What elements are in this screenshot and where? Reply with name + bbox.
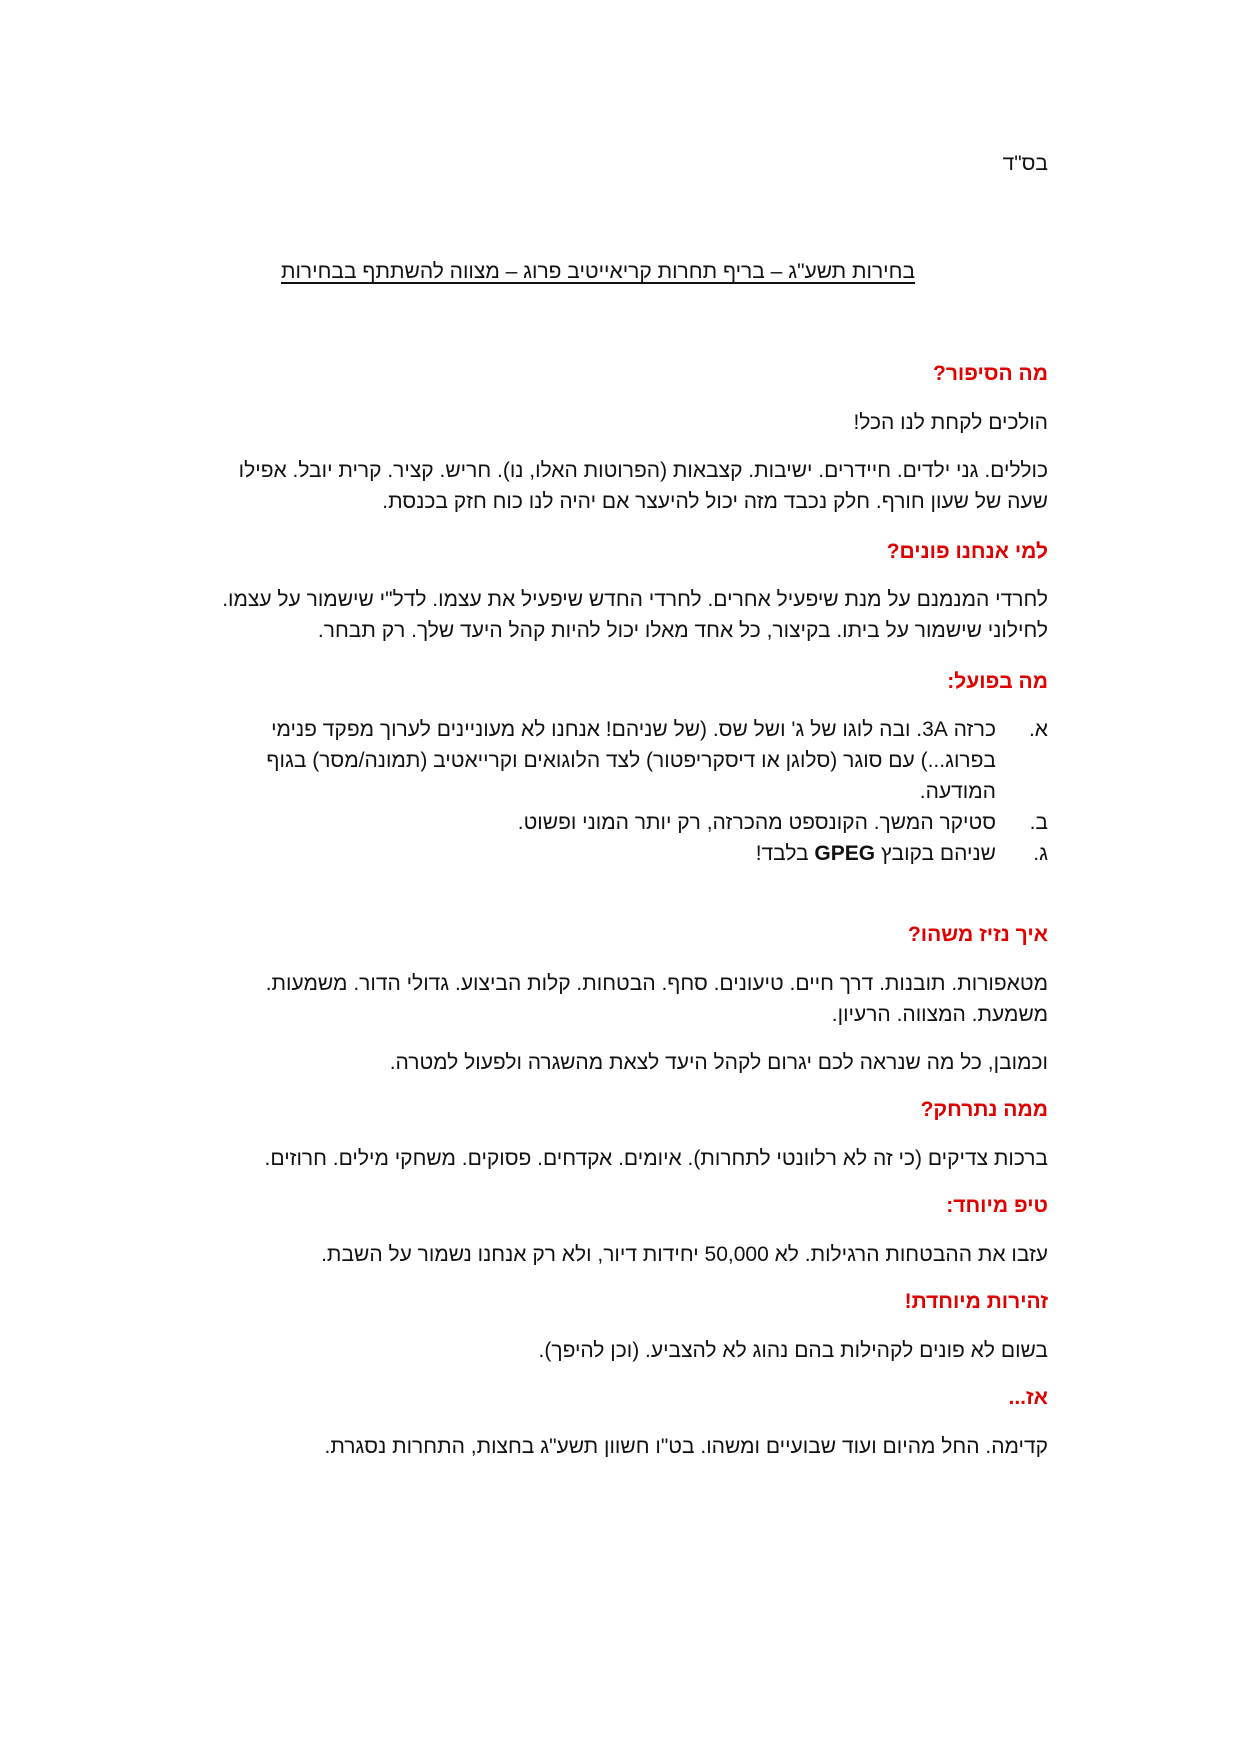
- caution-paragraph: בשום לא פונים לקהילות בהם נהוג לא להצביע. (וכן להיפך).: [538, 1339, 1048, 1362]
- story-paragraph-1: הולכים לקחת לנו הכל!: [853, 411, 1048, 434]
- list-marker: ג.: [1033, 842, 1048, 865]
- list-marker: ב.: [1029, 811, 1048, 834]
- heading-story: מה הסיפור?: [933, 362, 1048, 385]
- list-item-text-line-2: בפרוג...) עם סוגר (סלוגן או דיסקריפטור) לצד הלוגואים וקרייאטיב (תמונה/מסר) בגוף: [266, 749, 996, 772]
- audience-paragraph-line-2: לחילוני שישמור על ביתו. בקיצור, כל אחד מאלו יכול להיות קהל היעד שלך. רק תבחר.: [317, 619, 1048, 642]
- heading-move: איך נזיז משהו?: [907, 923, 1048, 946]
- heading-audience: למי אנחנו פונים?: [886, 540, 1048, 563]
- list-item: [256, 807, 1048, 838]
- story-paragraph-2-line-1: כוללים. גני ילדים. חיידרים. ישיבות. קצבאות (הפרוטות האלו, נו). חריש. קציר. קרית יובל. אפילו: [238, 459, 1048, 482]
- move-paragraph-2: וכמובן, כל מה שנראה לכם יגרום לקהל היעד לצאת מהשגרה ולפעול למטרה.: [389, 1051, 1048, 1074]
- move-paragraph-1-line-1: מטאפורות. תובנות. דרך חיים. טיעונים. סחף. הבטחות. קלות הביצוע. גדולי הדור. משמעות.: [265, 972, 1048, 995]
- bsd-header: בס"ד: [1002, 152, 1048, 175]
- practice-list: [208, 714, 1048, 869]
- so-paragraph: קדימה. החל מהיום ועוד שבועיים ומשהו. בט"ו חשוון תשע"ג בחצות, התחרות נסגרת.: [324, 1435, 1048, 1458]
- list-item-text-line-1: [256, 838, 996, 869]
- story-paragraph-2-line-2: שעה של שעון חורף. חלק נכבד מזה יכול להיעצר אם יהיה לנו כוח חזק בכנסת.: [382, 490, 1048, 513]
- list-item: [256, 838, 1048, 869]
- list-item-text-line-3: המודעה.: [919, 780, 996, 803]
- audience-paragraph: [208, 584, 1048, 646]
- heading-so: אז...: [1008, 1386, 1048, 1409]
- heading-avoid: ממה נתרחק?: [920, 1098, 1048, 1121]
- avoid-paragraph: ברכות צדיקים (כי זה לא רלוונטי לתחרות). איומים. אקדחים. פסוקים. משחקי מילים. חרוזים.: [264, 1147, 1048, 1170]
- tip-paragraph: עזבו את ההבטחות הרגילות. לא 50,000 יחידות דיור, ולא רק אנחנו נשמור על השבת.: [321, 1243, 1048, 1266]
- list-item: [256, 714, 1048, 807]
- document-title: בחירות תשע"ג – בריף תחרות קריאייטיב פרוג – מצווה להשתתף בבחירות: [280, 260, 916, 283]
- story-paragraph-2: [208, 455, 1048, 517]
- heading-practice: מה בפועל:: [947, 670, 1048, 693]
- list-item-text-before: שניהם בקובץ: [875, 842, 996, 865]
- file-format-label: GPEG: [814, 842, 876, 865]
- document-content: [208, 150, 1048, 1462]
- list-item-text-line-1: סטיקר המשך. הקונספט מהכרזה, רק יותר המוני ופשוט.: [517, 811, 996, 834]
- move-paragraph-1-line-2: משמעת. המצווה. הרעיון.: [831, 1003, 1048, 1026]
- list-item-text-after: בלבד!: [755, 842, 815, 865]
- list-marker: א.: [1028, 718, 1048, 741]
- heading-caution: זהירות מיוחדת!: [904, 1290, 1048, 1313]
- list-item-text-line-1: כרזה 3A. ובה לוגו של ג' ושל שס. (של שניהם! אנחנו לא מעוניינים לערוך מפקד פנימי: [271, 718, 996, 741]
- heading-tip: טיפ מיוחד:: [946, 1194, 1048, 1217]
- audience-paragraph-line-1: לחרדי המנמנם על מנת שיפעיל אחרים. לחרדי החדש שיפעיל את עצמו. לדל"י שישמור על עצמו.: [222, 588, 1048, 611]
- move-paragraph-1: [208, 968, 1048, 1030]
